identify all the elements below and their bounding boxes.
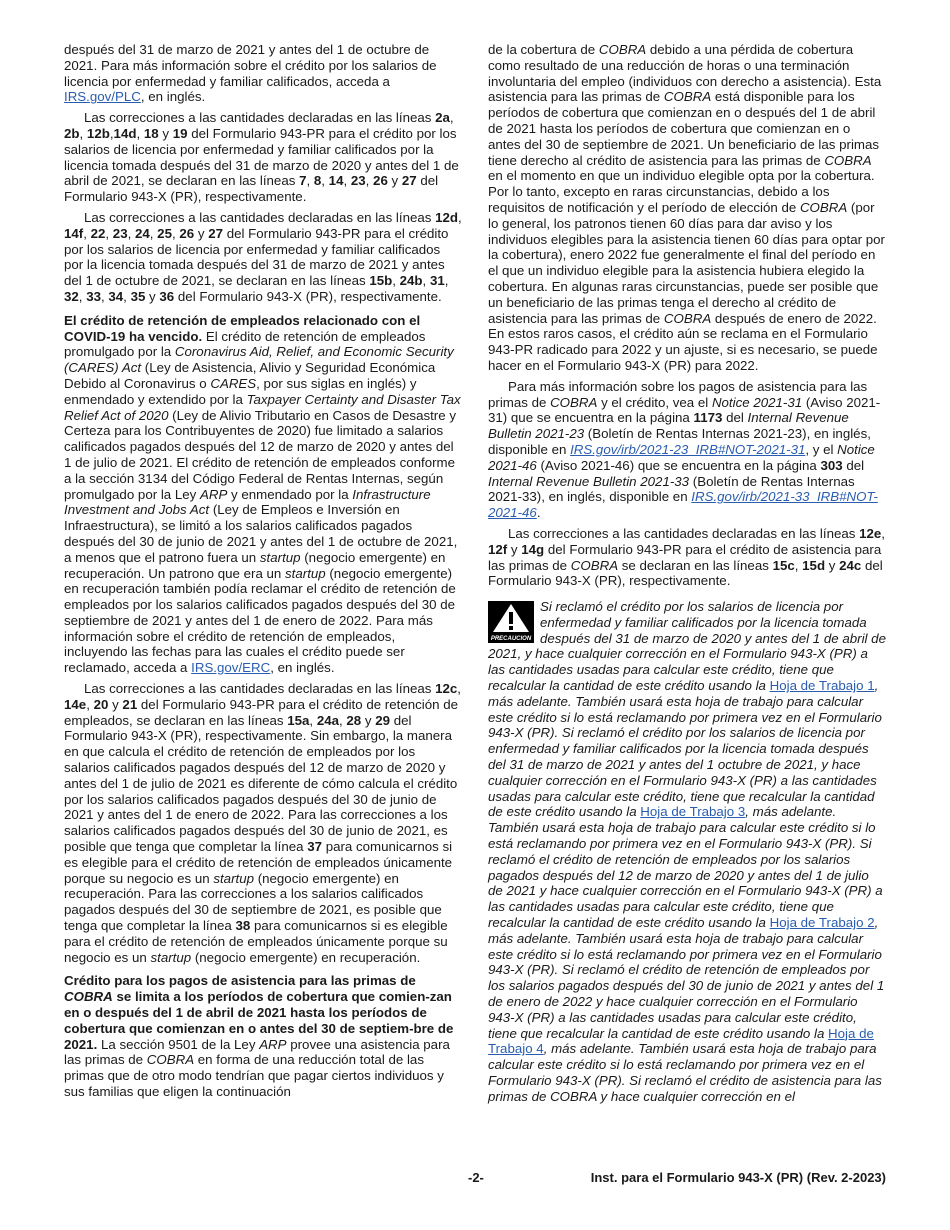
caution-note: PRECAUCION Si reclamó el crédito por los salarios de licencia por enfermedad y familiar calificados por la licencia tomada después del 31 de marzo de 2020 y antes del 1 de abril de 2021, y hace cualquier corrección en el Formulario 943-X (PR) a las cantidades usadas para calcular este crédito, tiene que recalcular la cantidad de este crédito usando la Hoja de Trabajo 1, más adelante. También usará esta hoja de trabajo para calcular este crédito si lo está reclamando por primera vez en el Formulario 943-X (PR). Si reclamó el crédito por los salarios de licencia por enfermedad y familiar calificados por la licencia tomada después del 31 de marzo de 2021 y antes del 1 octubre de 2021, y hace cualquier corrección en el Formulario 943-X (PR) a las cantidades usadas para calcular este crédito, tiene que recalcular la cantidad de este crédito usando la Hoja de Trabajo 3, más adelante. También usará esta hoja de trabajo para calcular este crédito si lo está reclamando por primera vez en el Formulario 943-X (PR). Si reclamó el crédito de retención de empleados por los salarios pagados después del 12 de marzo de 2020 y antes del 1 de julio de 2021 y hace cualquier corrección en el Formulario 943-X (PR) a las cantidades usadas para calcular este crédito, tiene que recalcular la cantidad de este crédito usando la Hoja de Trabajo 2, más adelante. También usará esta hoja de trabajo para calcular este crédito si lo está reclamando por primera vez en el Formulario 943-X (PR). Si reclamó el crédito de retención de empleados por los salarios pagados después del 30 de junio de 2021 y antes del 1 de enero de 2022 y hace cualquier corrección en el Formulario 943-X (PR) a las cantidades usadas para calcular este crédito, tiene que recalcular la cantidad de este crédito usando la Hoja de Trabajo 4, más adelante. También usará esta hoja de trabajo para calcular este crédito si lo está reclamando por primera vez en el Formulario 943-X (PR). Si reclamó el crédito de asistencia para las primas de COBRA y hace cualquier corrección en el (488, 599, 886, 1104)
caution-warning-icon (488, 601, 534, 643)
paragraph-corrections-plc-2021: Las correcciones a las cantidades declaradas en las líneas 12d, 14f, 22, 23, 24, 25, 26 y 27 del Formulario 943-PR para el crédito por los salarios de licencia por enfermedad y familiar calificados por la licencia tomada después del 31 de marzo de 2021 y antes del 1 de octubre de 2021, se declaran en las líneas 15b, 24b, 31, 32, 33, 34, 35 y 36 del Formulario 943-X (PR), respectivamente. (64, 209, 462, 304)
section-heading-erc: El crédito de retención de empleados relacionado con el COVID-19 ha vencido. (64, 312, 421, 344)
worksheet-4-link[interactable]: Hoja de Trabajo 4 (488, 1025, 874, 1057)
form-title: Inst. para el Formulario 943-X (PR) (Rev. 2-2023) (590, 1170, 886, 1185)
irs-erc-link[interactable]: IRS.gov/ERC (191, 660, 271, 676)
section-heading-cobra: Crédito para los pagos de asistencia para las primas de COBRA se limita a los períodos de cobertura que comien-zan en o después del 1 de abril de 2021 hasta los períodos de cobertura que comienzan en o antes del 30 de septiem-bre de 2021. (64, 973, 454, 1052)
paragraph-corrections-erc: Las correcciones a las cantidades declaradas en las líneas 12c, 14e, 20 y 21 del Formulario 943-PR para el crédito de retención de empleados, se declaran en las líneas 15a, 24a, 28 y 29 del Formulario 943-X (PR), respectivamente. Sin embargo, la manera en que calcula el crédito de retención de empleados por los salarios calificados pagados después del 12 de marzo de 2020 y antes del 1 de julio de 2021 es diferente de cómo calcula el crédito por los salarios calificados pagados después del 30 de junio de 2021 y antes del 1 de enero de 2022. Para las correcciones a los salarios calificados pagados después del 30 de junio de 2021, es posible que tenga que completar la línea 37 para comunicarnos si es elegible para el crédito de retención de empleados únicamente porque su negocio es un startup (negocio emergente) en recuperación. Para las correcciones a los salarios calificados pagados después del 30 de septiembre de 2021, es posible que tenga que completar la línea 38 para comunicarnos si es elegible para el crédito de retención de empleados únicamente porque su negocio es un startup (negocio emergente) en recuperación. (64, 681, 461, 965)
caution-label: PRECAUCION (490, 636, 532, 643)
irb-2021-23-link[interactable]: IRS.gov/irb/2021-23_IRB#NOT-2021-31 (570, 441, 806, 457)
paragraph-cobra-notices: Para más información sobre los pagos de asistencia para las primas de COBRA y el crédito, vea el Notice 2021-31 (Aviso 2021-31) que se encuentra en la página 1173 del Internal Revenue Bulletin 2021-23 (Boletín de Rentas Internas 2021-23), en inglés, disponible en IRS.gov/irb/2021-23_IRB#NOT-2021-31, y el Notice 2021-46 (Aviso 2021-46) que se encuentra en la página 303 del Internal Revenue Bulletin 2021-33 (Boletín de Rentas Internas 2021-33), en inglés, disponible en IRS.gov/irb/2021-33_IRB#NOT-2021-46. (488, 378, 881, 521)
worksheet-2-link[interactable]: Hoja de Trabajo 2 (769, 915, 875, 931)
irb-2021-33-link[interactable]: IRS.gov/irb/2021-33_IRB#NOT-2021-46 (488, 489, 878, 521)
page-number: -2- (468, 1170, 484, 1185)
paragraph-corrections-plc-2020: Las correcciones a las cantidades declaradas en las líneas 2a, 2b, 12b,14d, 18 y 19 del Formulario 943-PR para el crédito por los salarios de licencia por enfermedad y familiar calificados por la licencia tomada después del 31 de marzo de 2020 y antes del 1 de abril de 2021, se declaran en las líneas 7, 8, 14, 23, 26 y 27 del Formulario 943-X (PR), respectivamente. (64, 110, 459, 205)
worksheet-3-link[interactable]: Hoja de Trabajo 3 (640, 804, 746, 820)
page-footer (64, 1170, 886, 1188)
paragraph-plc: después del 31 de marzo de 2021 y antes del 1 de octubre de 2021. Para más información sobre el crédito por los salarios de licencia por enfermedad y familiar calificados, acceda a IRS.gov/PLC, en inglés. (64, 42, 437, 105)
left-column (64, 42, 462, 1105)
paragraph-erc: El crédito de retención de empleados relacionado con el COVID-19 ha vencido. El crédito de retención de empleados promulgado por la Coronavirus Aid, Relief, and Economic Security (CARES) Act (Ley de Asistencia, Alivio y Seguridad Económica Debido al Coronavirus o CARES, por sus siglas en inglés) y enmendado y extendido por la Taxpayer Certainty and Disaster Tax Relief Act of 2020 (Ley de Alivio Tributario en Casos de Desastre y Certeza para los Contribuyentes de 2020) fue limitado a salarios calificados pagados después del 12 de marzo de 2020 y antes del 1 de julio de 2021. El crédito de retención de empleados conforme a la sección 3134 del Código Federal de Rentas Internas, según promulgado por la Ley ARP y enmendado por la Infrastructure Investment and Jobs Act (Ley de Empleos e Inversión en Infraestructura), se limitó a los salarios calificados pagados después del 30 de junio de 2021 y antes del 1 de octubre de 2021, a menos que el patrono fuera un startup (negocio emergente) en recuperación. Un patrono que era un startup (negocio emergente) en recuperación también podía reclamar el crédito de retención de empleados por los salarios calificados pagados después del 30 de septiembre de 2021 y antes del 1 de enero de 2022. Para más información sobre el crédito de retención de empleados, incluyendo las fechas para las cuales el crédito puede ser reclamado, acceda a IRS.gov/ERC, en inglés. (64, 312, 461, 676)
paragraph-corrections-cobra: Las correcciones a las cantidades declaradas en las líneas 12e, 12f y 14g del Formulario 943-PR para el crédito de asistencia para las primas de COBRA se declaran en las líneas 15c, 15d y 24c del Formulario 943-X (PR), respectivamente. (488, 525, 885, 589)
irs-plc-link[interactable]: IRS.gov/PLC (64, 89, 141, 105)
paragraph-cobra-continued: de la cobertura de COBRA debido a una pérdida de cobertura como resultado de una reducción de horas o una terminación involuntaria del empleo (individuos con derecho a asistencia). Esta asistencia para las primas de COBRA está disponible para los períodos de cobertura que comienzan en o después del 1 de abril de 2021 hasta los períodos de cobertura que comienzan en o antes del 30 de septiembre de 2021. Un beneficiario de las primas tiene derecho al crédito de asistencia para las primas de COBRA en el momento en que un individuo elegible opta por la cobertura. Por lo tanto, excepto en raras circunstancias, debido a los requisitos de notificación y el período de elección de COBRA (por lo general, los patronos tienen 60 días para dar aviso y los individuos elegibles para la asistencia tienen 60 días para optar por la cobertura), enero 2022 fue generalmente el final del período en el que un individuo elegible para la asistencia hubiera elegido la cobertura. En algunas raras circunstancias, puede ser posible que un beneficiario de las primas tenga el derecho al crédito de asistencia para las primas de COBRA después de enero de 2022. En estos raros casos, el crédito aún se reclama en el Formulario 943-PR radicado para 2022 y un ajuste, si es necesario, se puede hacer en el Formulario 943-X (PR) para 2022. (488, 42, 885, 373)
paragraph-cobra-intro: Crédito para los pagos de asistencia para las primas de COBRA se limita a los períodos de cobertura que comien-zan en o después del 1 de abril de 2021 hasta los períodos de cobertura que comienzan en o antes del 30 de septiem-bre de 2021. La sección 9501 de la Ley ARP provee una asistencia para las primas de COBRA en forma de una reducción total de las primas que de otro modo tendrían que pagar ciertos individuos y sus familias que eligen la continuación (64, 973, 454, 1099)
worksheet-1-link[interactable]: Hoja de Trabajo 1 (769, 678, 875, 694)
right-column (488, 42, 886, 1105)
